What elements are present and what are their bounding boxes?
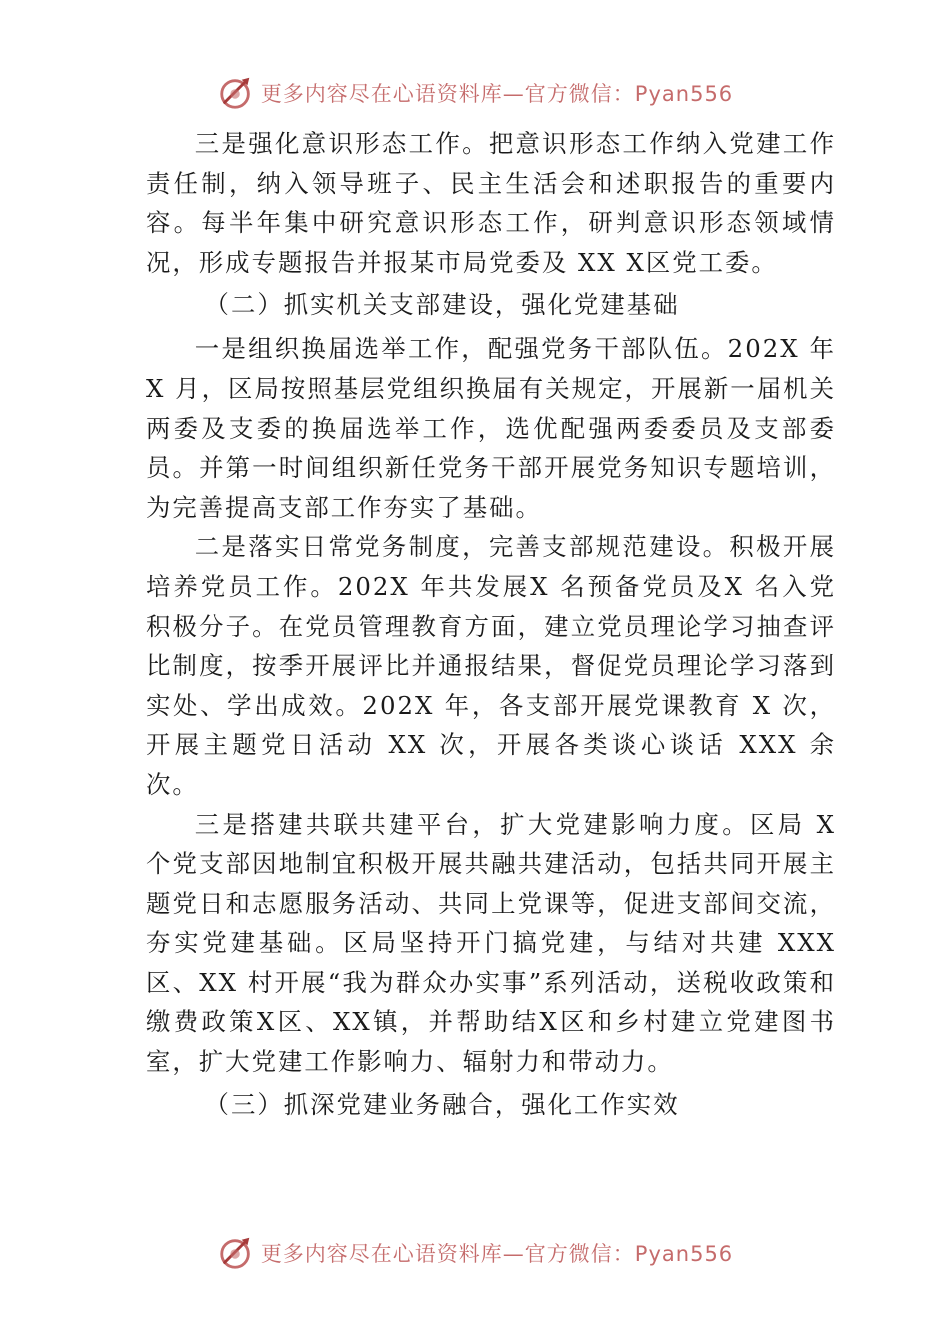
paragraph: 三是搭建共联共建平台，扩大党建影响力度。区局 X 个党支部因地制宜积极开展共融共建活动，包括共同开展主题党日和志愿服务活动、共同上党课等，促进支部间交流，夯实党建基础。区局坚持开门搞党建，与结对共建 XXX区、XX 村开展“我为群众办实事”系列活动，送税收政策和缴费政策X区、XX镇，并帮助结X区和乡村建立党建图书室，扩大党建工作影响力、辐射力和带动力。	[146, 809, 836, 1077]
brush-logo-icon	[217, 74, 255, 112]
brush-logo-icon	[217, 1234, 255, 1272]
watermark-footer	[0, 1231, 950, 1275]
section-heading: （三）抓深党建业务融合，强化工作实效	[204, 1089, 680, 1119]
watermark-header	[0, 71, 950, 115]
section-heading: （二）抓实机关支部建设，强化党建基础	[204, 290, 680, 320]
paragraph: 一是组织换届选举工作，配强党务干部队伍。202X 年 X 月，区局按照基层党组织换届有关规定，开展新一届机关两委及支委的换届选举工作，选优配强两委委员及支部委员。并第一时间组织新任党务干部开展党务知识专题培训，为完善提高支部工作夯实了基础。	[146, 334, 836, 522]
paragraph: 二是落实日常党务制度，完善支部规范建设。积极开展培养党员工作。202X 年共发展X 名预备党员及X 名入党积极分子。在党员管理教育方面，建立党员理论学习抽查评比制度，按季开展评比并通报结果，督促党员理论学习落到实处、学出成效。202X 年，各支部开展党课教育 X 次，开展主题党日活动 XX 次，开展各类谈心谈话 XXX 余次。	[146, 532, 836, 799]
paragraph: 三是强化意识形态工作。把意识形态工作纳入党建工作责任制，纳入领导班子、民主生活会和述职报告的重要内容。每半年集中研究意识形态工作，研判意识形态领域情况，形成专题报告并报某市局党委及 XX X区党工委。	[146, 129, 836, 277]
watermark-text: 更多内容尽在心语资料库—官方微信：Pyan556	[260, 1242, 734, 1266]
document-body	[146, 124, 836, 1129]
watermark-text: 更多内容尽在心语资料库—官方微信：Pyan556	[260, 82, 734, 106]
